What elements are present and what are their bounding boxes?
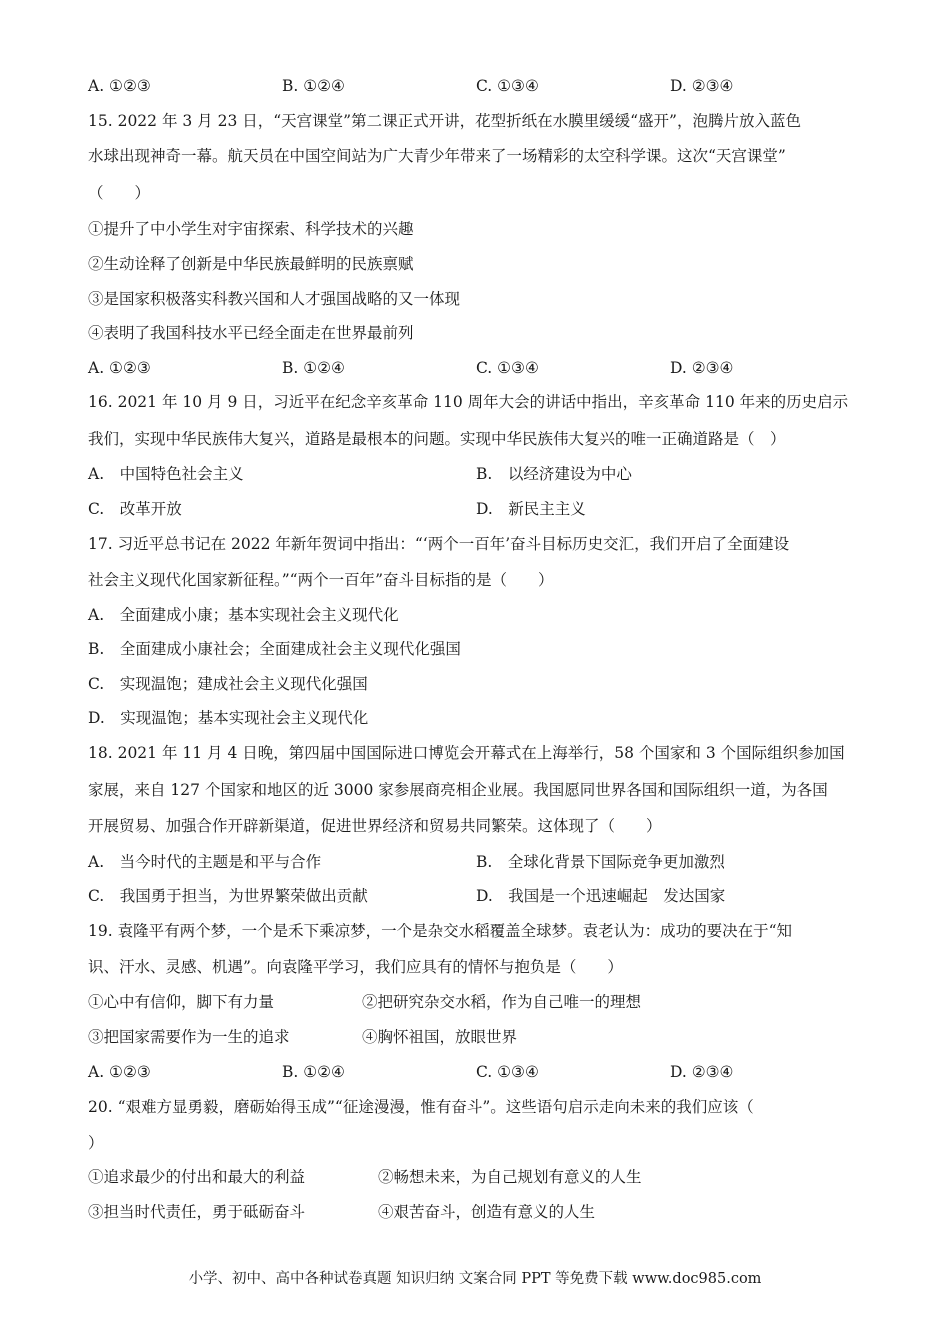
item-1: ①追求最少的付出和最大的利益 <box>88 1168 306 1186</box>
q17-stem-line1: 17. 习近平总书记在 2022 年新年贺词中指出：“‘两个一百年’奋斗目标历史交汇，我们开启了全面建设 <box>88 535 790 553</box>
item-3: ③担当时代责任，勇于砥砺奋斗 <box>88 1203 306 1221</box>
q15-item-1: ①提升了中小学生对宇宙探索、科学技术的兴趣 <box>88 220 414 238</box>
q17-option-d: D. 实现温饱；基本实现社会主义现代化 <box>88 709 369 727</box>
q15-stem-line2: 水球出现神奇一幕。航天员在中国空间站为广大青少年带来了一场精彩的太空科学课。这次“天宫课堂” <box>88 147 786 165</box>
q20-stem-line2: ） <box>88 1134 104 1152</box>
item-4: ④艰苦奋斗，创造有意义的人生 <box>378 1203 596 1221</box>
option-d: D. ②③④ <box>670 359 734 377</box>
option-b: B. ①②④ <box>282 77 345 95</box>
q17-option-c: C. 实现温饱；建成社会主义现代化强国 <box>88 675 368 693</box>
option-c: C. ①③④ <box>476 1063 539 1081</box>
q19-stem-line1: 19. 袁隆平有两个梦，一个是禾下乘凉梦，一个是杂交水稻覆盖全球梦。袁老认为：成功的要决在于“知 <box>88 922 793 940</box>
option-a: A. ①②③ <box>88 77 151 95</box>
option-d: D. ②③④ <box>670 77 734 95</box>
page-footer: 小学、初中、高中各种试卷真题 知识归纳 文案合同 PPT 等免费下载 www.doc985.com <box>188 1271 762 1287</box>
option-a: A. 中国特色社会主义 <box>88 465 244 483</box>
option-b: B. ①②④ <box>282 359 345 377</box>
item-2: ②畅想未来，为自己规划有意义的人生 <box>378 1168 642 1186</box>
option-a: A. ①②③ <box>88 1063 151 1081</box>
option-c: C. ①③④ <box>476 359 539 377</box>
item-4: ④胸怀祖国，放眼世界 <box>362 1028 518 1046</box>
q20-stem-line1: 20. “艰难方显勇毅，磨砺始得玉成”“征途漫漫，惟有奋斗”。这些语句启示走向未来的我们应该（ <box>88 1098 754 1116</box>
q16-stem-line2: 我们，实现中华民族伟大复兴，道路是最根本的问题。实现中华民族伟大复兴的唯一正确道路是（ ） <box>88 430 786 448</box>
q18-stem-line1: 18. 2021 年 11 月 4 日晚，第四届中国国际进口博览会开幕式在上海举行，58 个国家和 3 个国际组织参加国 <box>88 744 845 762</box>
q17-option-b: B. 全面建成小康社会；全面建成社会主义现代化强国 <box>88 640 461 658</box>
option-d: D. ②③④ <box>670 1063 734 1081</box>
q15-item-2: ②生动诠释了创新是中华民族最鲜明的民族禀赋 <box>88 255 414 273</box>
q15-item-3: ③是国家积极落实科教兴国和人才强国战略的又一体现 <box>88 290 461 308</box>
option-b: B. ①②④ <box>282 1063 345 1081</box>
q18-stem-line3: 开展贸易、加强合作开辟新渠道，促进世界经济和贸易共同繁荣。这体现了（ ） <box>88 817 662 835</box>
option-d: D. 我国是一个迅速崛起 发达国家 <box>476 887 726 905</box>
option-c: C. ①③④ <box>476 77 539 95</box>
q15-item-4: ④表明了我国科技水平已经全面走在世界最前列 <box>88 324 414 342</box>
q15-stem-line1: 15. 2022 年 3 月 23 日，“天宫课堂”第二课正式开讲，花型折纸在水膜里缓缓“盛开”，泡腾片放入蓝色 <box>88 112 801 130</box>
option-b: B. 以经济建设为中心 <box>476 465 632 483</box>
q19-stem-line2: 识、汗水、灵感、机遇”。向袁隆平学习，我们应具有的情怀与抱负是（ ） <box>88 958 623 976</box>
item-3: ③把国家需要作为一生的追求 <box>88 1028 290 1046</box>
option-c: C. 我国勇于担当，为世界繁荣做出贡献 <box>88 887 368 905</box>
option-c: C. 改革开放 <box>88 500 182 518</box>
option-a: A. 当今时代的主题是和平与合作 <box>88 853 322 871</box>
q17-option-a: A. 全面建成小康；基本实现社会主义现代化 <box>88 606 399 624</box>
q18-stem-line2: 家展，来自 127 个国家和地区的近 3000 家参展商亮相企业展。我国愿同世界各国和国际组织一道，为各国 <box>88 781 828 799</box>
option-b: B. 全球化背景下国际竞争更加激烈 <box>476 853 725 871</box>
item-1: ①心中有信仰，脚下有力量 <box>88 993 275 1011</box>
q17-stem-line2: 社会主义现代化国家新征程。”“两个一百年”奋斗目标指的是（ ） <box>88 571 554 589</box>
item-2: ②把研究杂交水稻，作为自己唯一的理想 <box>362 993 642 1011</box>
option-a: A. ①②③ <box>88 359 151 377</box>
q15-stem-line3: （ ） <box>88 184 151 202</box>
q16-stem-line1: 16. 2021 年 10 月 9 日，习近平在纪念辛亥革命 110 周年大会的讲话中指出，辛亥革命 110 年来的历史启示 <box>88 393 849 411</box>
option-d: D. 新民主主义 <box>476 500 586 518</box>
